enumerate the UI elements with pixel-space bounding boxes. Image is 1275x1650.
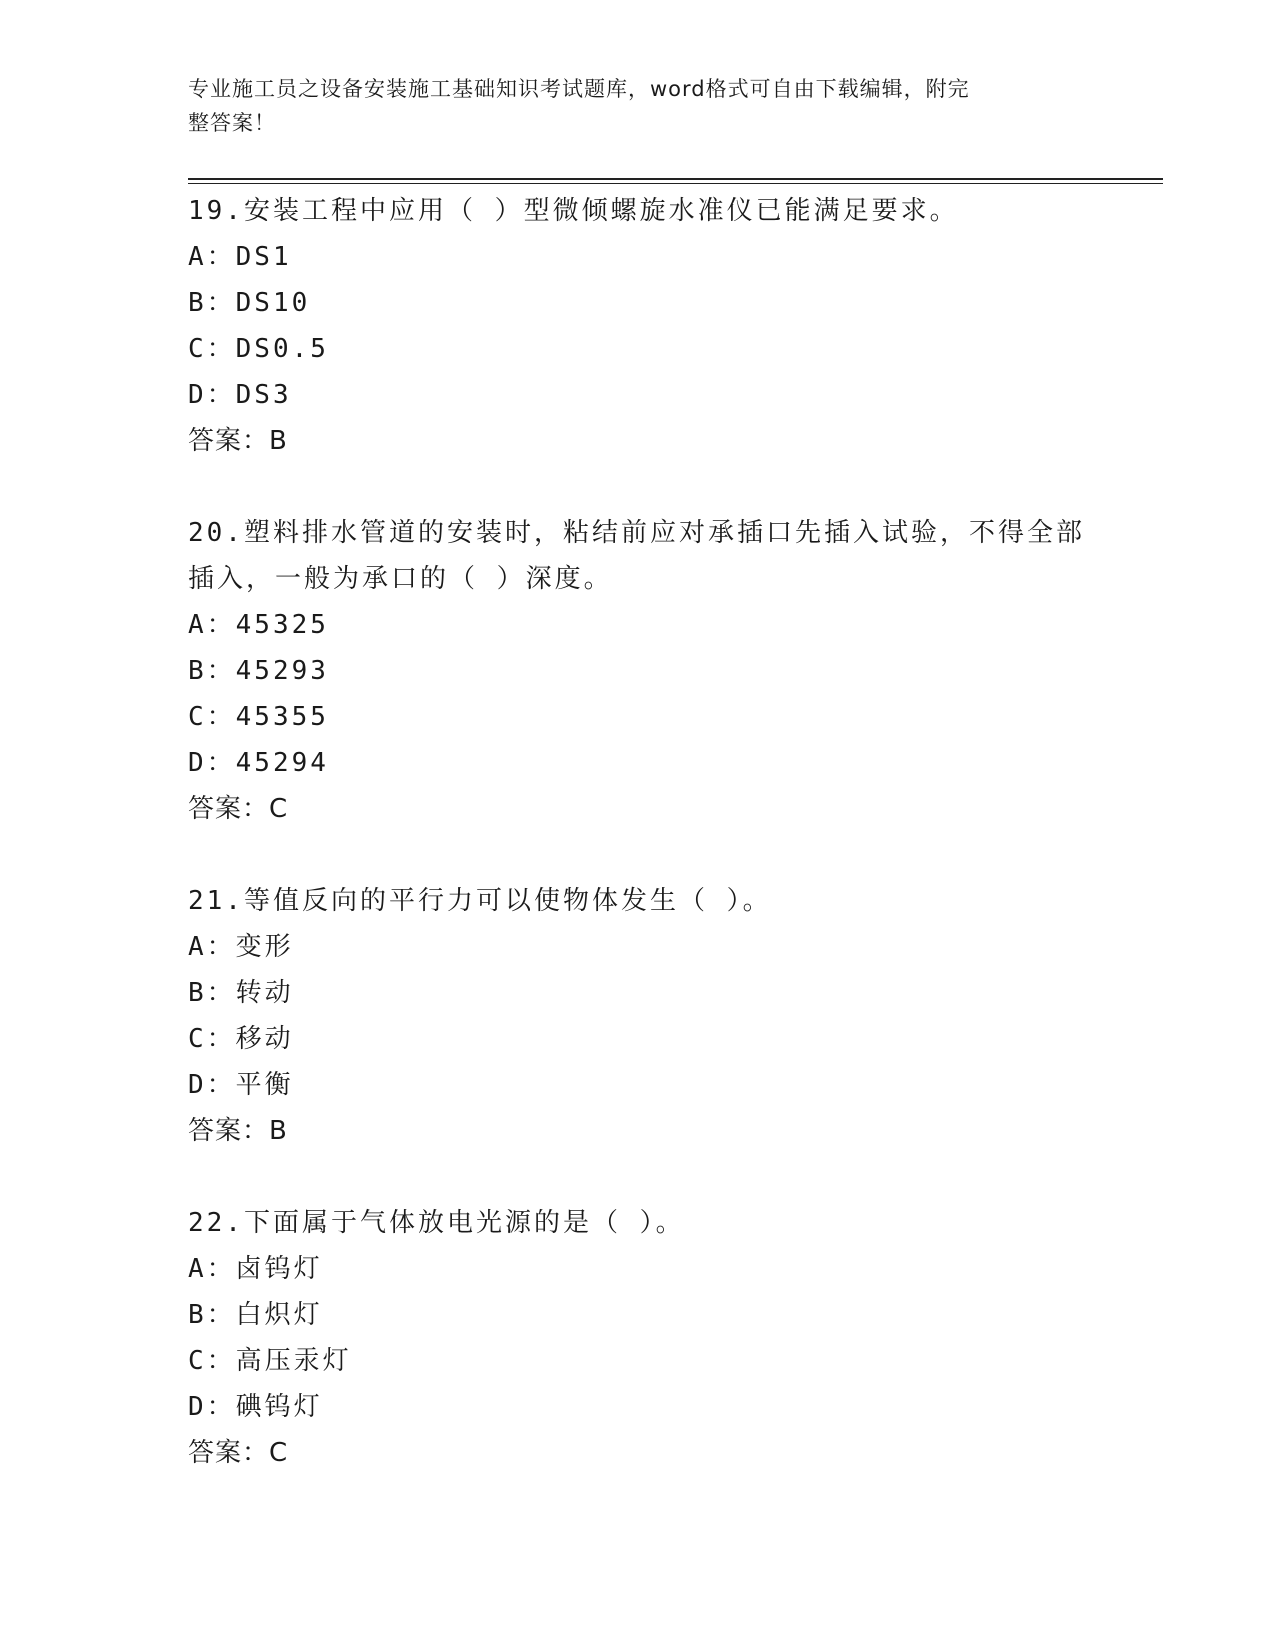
option-c: C：高压汞灯: [188, 1346, 352, 1376]
question-21: [188, 878, 1088, 1154]
question-stem-line-2: 插入，一般为承口的（ ）深度。: [188, 564, 613, 594]
header-line-1: 专业施工员之设备安装施工基础知识考试题库，word格式可自由下载编辑，附完: [188, 77, 970, 101]
option-b: B：转动: [188, 978, 294, 1008]
option-b: B：白炽灯: [188, 1300, 323, 1330]
option-a: A：变形: [188, 932, 294, 962]
option-d: D：45294: [188, 748, 329, 778]
question-22: [188, 1200, 1088, 1476]
option-c: C：移动: [188, 1024, 294, 1054]
option-c: C：DS0.5: [188, 334, 329, 364]
question-stem: 19.安装工程中应用（ ）型微倾螺旋水准仪已能满足要求。: [188, 196, 959, 226]
option-d: D：碘钨灯: [188, 1392, 323, 1422]
answer-line: 答案：B: [188, 1116, 288, 1146]
question-stem: 21.等值反向的平行力可以使物体发生（ ）。: [188, 886, 772, 916]
question-stem-line-1: 20.塑料排水管道的安装时，粘结前应对承插口先插入试验，不得全部: [188, 518, 1085, 548]
option-a: A：45325: [188, 610, 329, 640]
option-c: C：45355: [188, 702, 329, 732]
option-a: A：卤钨灯: [188, 1254, 323, 1284]
document-header: [188, 72, 1068, 140]
question-19: [188, 188, 1088, 464]
answer-line: 答案：C: [188, 1438, 289, 1468]
header-divider-thick: [188, 178, 1163, 180]
answer-line: 答案：C: [188, 794, 289, 824]
option-d: D：平衡: [188, 1070, 294, 1100]
option-a: A：DS1: [188, 242, 292, 272]
header-line-2: 整答案！: [188, 111, 276, 135]
answer-line: 答案：B: [188, 426, 288, 456]
option-b: B：DS10: [188, 288, 311, 318]
option-d: D：DS3: [188, 380, 292, 410]
header-divider-thin: [188, 183, 1163, 184]
option-b: B：45293: [188, 656, 329, 686]
question-20: [188, 510, 1088, 832]
question-list: [188, 188, 1088, 1522]
question-stem: 22.下面属于气体放电光源的是（ ）。: [188, 1208, 685, 1238]
